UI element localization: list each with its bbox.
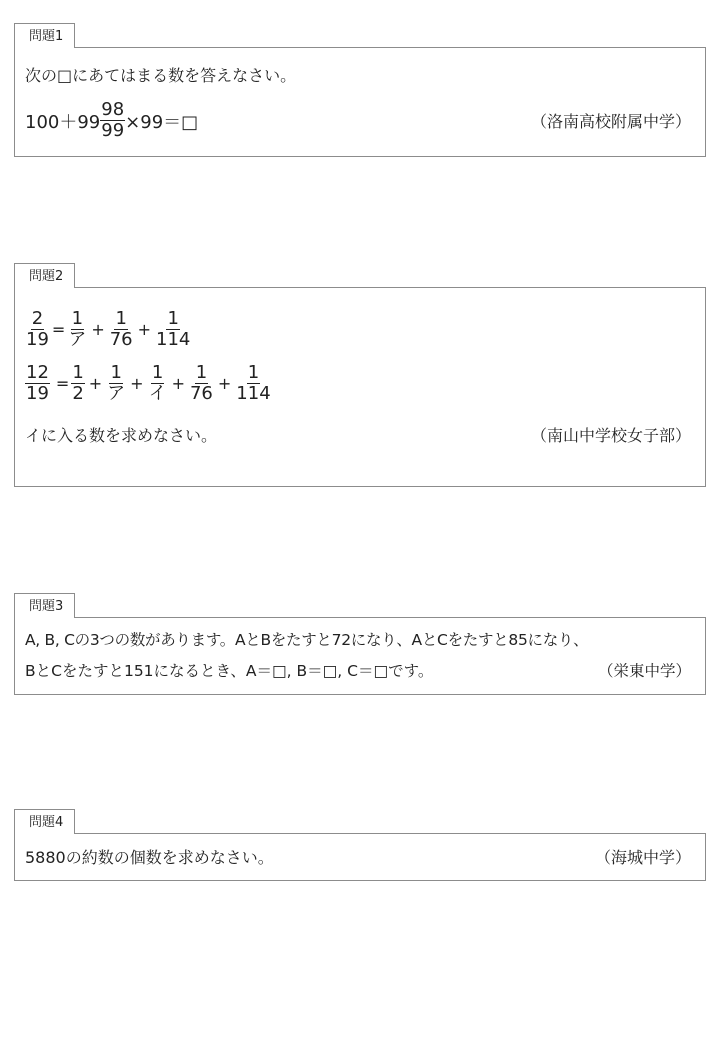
numerator: 1 <box>72 362 84 383</box>
numerator: 1 <box>115 308 127 329</box>
question-text: イに入る数を求めなさい。 <box>25 426 218 445</box>
denominator: 114 <box>156 329 191 350</box>
source-school: （海城中学） <box>594 848 691 867</box>
numerator: 98 <box>101 99 125 120</box>
problem-box <box>14 47 706 157</box>
mixed-fraction <box>100 101 125 140</box>
problem-label: 問題4 <box>14 809 75 834</box>
source-school: （栄東中学） <box>597 662 691 680</box>
problem-box <box>14 617 706 695</box>
expression-lead: 100＋99 <box>25 111 101 133</box>
expression-tail: ×99＝□ <box>125 111 199 133</box>
denominator: 76 <box>189 383 213 404</box>
fraction-lhs <box>25 364 50 403</box>
numerator: 1 <box>195 362 208 383</box>
fraction-lhs <box>25 310 50 349</box>
plus-sign: + <box>130 374 144 393</box>
problem-4 <box>14 808 706 881</box>
problem-label: 問題1 <box>14 23 75 48</box>
numerator: 1 <box>151 362 164 383</box>
problem-text-line-2: BとCをたすと151になるとき、A＝□, B＝□, C＝□です。 <box>25 662 434 680</box>
problem-label: 問題3 <box>14 593 75 618</box>
numerator: 1 <box>167 308 179 329</box>
problem-1 <box>14 22 706 157</box>
plus-sign: + <box>217 374 232 393</box>
fraction-term <box>155 310 191 349</box>
fraction-term <box>109 310 134 349</box>
problem-box <box>14 833 706 881</box>
denominator: ア <box>68 329 87 350</box>
denominator: 99 <box>101 120 125 141</box>
equals-sign: = <box>51 320 66 339</box>
denominator: 114 <box>236 383 271 404</box>
fraction-term <box>71 364 84 403</box>
instruction-text: 次の□にあてはまる数を答えなさい。 <box>25 66 297 85</box>
denominator: イ <box>148 383 167 404</box>
equals-sign: = <box>55 374 70 393</box>
numerator: 1 <box>71 308 84 329</box>
plus-sign: + <box>88 374 103 393</box>
denominator: 19 <box>26 329 49 350</box>
numerator: 12 <box>26 362 49 383</box>
problem-label: 問題2 <box>14 263 75 288</box>
equation-1 <box>25 310 691 349</box>
problem-2 <box>14 262 706 487</box>
problem-text-line-1: A, B, Cの3つの数があります。AとBをたすと72になり、AとCをたすと85になり、 <box>25 631 589 649</box>
numerator: 1 <box>110 362 122 383</box>
question-text: 5880の約数の個数を求めなさい。 <box>25 848 274 867</box>
problem-box <box>14 287 706 487</box>
fraction-term <box>106 364 126 403</box>
expression <box>25 101 198 140</box>
fraction-term <box>67 310 87 349</box>
equation-2 <box>25 364 691 403</box>
fraction-term <box>148 364 168 403</box>
denominator: ア <box>107 383 126 404</box>
plus-sign: + <box>137 320 152 339</box>
plus-sign: + <box>171 374 185 393</box>
numerator: 1 <box>247 362 260 383</box>
denominator: 76 <box>109 329 133 350</box>
problem-3 <box>14 592 706 695</box>
fraction-term <box>189 364 214 403</box>
numerator: 2 <box>31 308 44 329</box>
fraction-term <box>235 364 271 403</box>
denominator: 19 <box>26 383 49 404</box>
source-school: （南山中学校女子部） <box>530 426 691 445</box>
source-school: （洛南高校附属中学） <box>530 112 691 131</box>
denominator: 2 <box>72 383 84 404</box>
plus-sign: + <box>91 320 105 339</box>
